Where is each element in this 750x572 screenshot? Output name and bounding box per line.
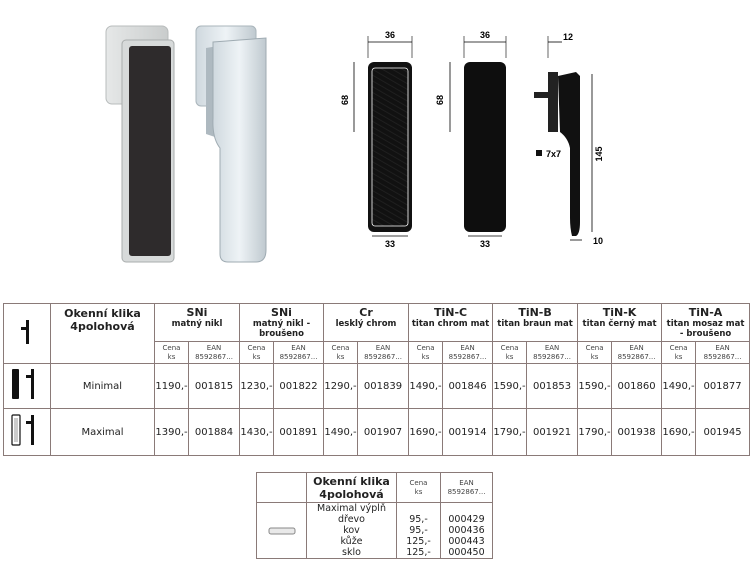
dim-width-a: 36: [384, 30, 396, 40]
price-col-header: Cena ks: [493, 342, 527, 364]
ean-cell: 001945: [696, 409, 750, 456]
dim-height-a: 68: [340, 94, 350, 106]
price-cell: 1690,-: [662, 409, 696, 456]
ean-cell: 001822: [274, 364, 324, 409]
dim-height-b: 68: [435, 94, 445, 106]
ean-cell: 001914: [443, 409, 493, 456]
ean-cell: 001938: [612, 409, 662, 456]
price-cell: 1790,-: [578, 409, 612, 456]
ean-col-header: EAN 8592867...: [274, 342, 324, 364]
fill-item-ean: 000443: [448, 536, 485, 547]
price-cell: 1190,-: [155, 364, 189, 409]
finish-header-1: SNi matný nikl - broušeno: [240, 304, 324, 342]
price-cell: 1490,-: [409, 364, 443, 409]
row-name-minimal: Minimal: [51, 364, 155, 409]
fill-ean-header: EAN 8592867...: [441, 473, 493, 503]
row-name-maximal: Maximal: [51, 409, 155, 456]
ean-cell: 001853: [527, 364, 578, 409]
price-cell: 1790,-: [493, 409, 527, 456]
price-col-header: Cena ks: [662, 342, 696, 364]
fill-item-ean: 000450: [448, 547, 485, 558]
technical-drawings: [330, 28, 620, 258]
price-cell: 1490,-: [662, 364, 696, 409]
finish-header-6: TiN-A titan mosaz mat - broušeno: [662, 304, 750, 342]
price-cell: 1430,-: [240, 409, 274, 456]
square-label: 7x7: [546, 149, 562, 159]
handle-maximal-lever: [213, 38, 266, 262]
fill-item-price: 125,-: [406, 536, 431, 547]
fill-item-name: kov: [343, 525, 360, 536]
fill-names: [307, 503, 397, 559]
ean-cell: 001884: [189, 409, 240, 456]
finish-header-5: TiN-K titan černý mat: [578, 304, 662, 342]
price-cell: 1690,-: [409, 409, 443, 456]
dim-base-depth: 10: [592, 236, 604, 246]
fill-item-name: sklo: [342, 547, 361, 558]
handle-photo: [96, 18, 292, 268]
handle-minimal-insert: [129, 46, 171, 256]
fill-item-name: dřevo: [337, 514, 365, 525]
fill-table: [256, 472, 493, 559]
fill-icon: [257, 503, 307, 559]
price-cell: 1590,-: [578, 364, 612, 409]
maximal-icon: [4, 409, 51, 456]
hatched-insert: [372, 68, 408, 226]
fill-item-price: 95,-: [409, 525, 428, 536]
finish-header-3: TiN-C titan chrom mat: [409, 304, 493, 342]
ean-col-header: EAN 8592867...: [443, 342, 493, 364]
ean-cell: 001891: [274, 409, 324, 456]
finish-header-2: Cr lesklý chrom: [324, 304, 409, 342]
price-table: [3, 303, 750, 456]
ean-col-header: EAN 8592867...: [527, 342, 578, 364]
handle-icon-header: [4, 304, 51, 364]
finish-header-0: SNi matný nikl: [155, 304, 240, 342]
dim-base-a: 33: [384, 239, 396, 249]
price-cell: 1490,-: [324, 409, 358, 456]
fill-item-price: 125,-: [406, 547, 431, 558]
fill-item-ean: 000436: [448, 525, 485, 536]
fill-eans: [441, 503, 493, 559]
price-cell: 1230,-: [240, 364, 274, 409]
price-cell: 1390,-: [155, 409, 189, 456]
fill-heading: Maximal výplň: [317, 503, 386, 514]
price-col-header: Cena ks: [324, 342, 358, 364]
fill-item-name: kůže: [340, 536, 363, 547]
ean-col-header: EAN 8592867...: [358, 342, 409, 364]
ean-cell: 001839: [358, 364, 409, 409]
fill-price-header: Cena ks: [397, 473, 441, 503]
ean-cell: 001907: [358, 409, 409, 456]
price-col-header: Cena ks: [578, 342, 612, 364]
fill-table-title: Okenní klika 4polohová: [307, 473, 397, 503]
dim-total-height: 145: [594, 146, 604, 162]
dim-width-b: 36: [479, 30, 491, 40]
ean-col-header: EAN 8592867...: [189, 342, 240, 364]
price-cell: 1290,-: [324, 364, 358, 409]
ean-cell: 001921: [527, 409, 578, 456]
fill-item-price: 95,-: [409, 514, 428, 525]
dim-base-b: 33: [479, 239, 491, 249]
dim-depth: 12: [562, 32, 574, 42]
price-col-header: Cena ks: [155, 342, 189, 364]
table-title: Okenní klika 4polohová: [51, 304, 155, 364]
fill-item-ean: 000429: [448, 514, 485, 525]
ean-col-header: EAN 8592867...: [612, 342, 662, 364]
price-col-header: Cena ks: [409, 342, 443, 364]
ean-cell: 001815: [189, 364, 240, 409]
ean-cell: 001860: [612, 364, 662, 409]
ean-cell: 001846: [443, 364, 493, 409]
fill-prices: [397, 503, 441, 559]
price-cell: 1590,-: [493, 364, 527, 409]
minimal-icon: [4, 364, 51, 409]
ean-cell: 001877: [696, 364, 750, 409]
ean-col-header: EAN 8592867...: [696, 342, 750, 364]
fill-table-empty: [257, 473, 307, 503]
price-col-header: Cena ks: [240, 342, 274, 364]
finish-header-4: TiN-B titan braun mat: [493, 304, 578, 342]
